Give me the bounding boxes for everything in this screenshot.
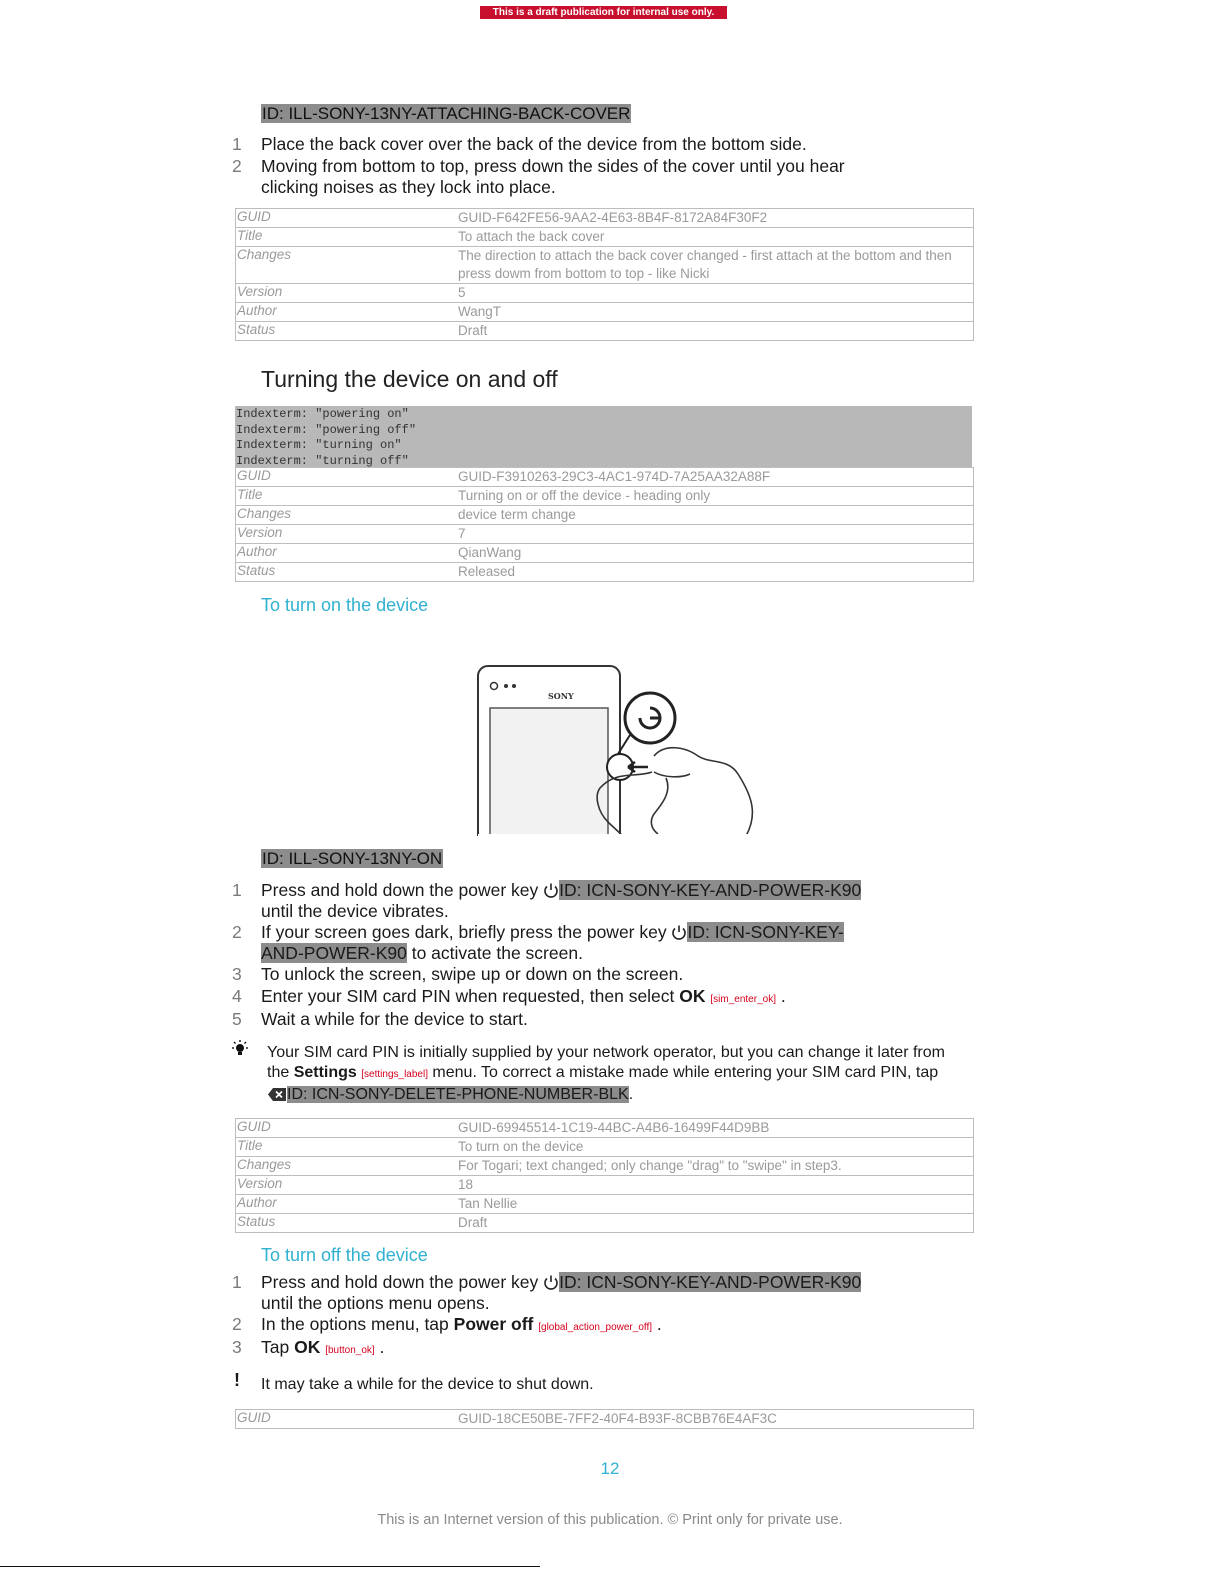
page-number: 12: [600, 1459, 620, 1478]
power-key-icon: [543, 882, 559, 898]
tip-note: Your SIM card PIN is initially supplied by your network operator, but you can change it later from the Settings [settings_label] menu. To correct a mistake made while entering your SIM card PIN, tap ID: ICN-SONY-DELETE-PHONE-NUMBER-BLK.: [267, 1044, 945, 1103]
bottom-divider: [0, 1566, 540, 1567]
power-key-icon: [671, 924, 687, 940]
subheading-turn-off: To turn off the device: [261, 1245, 428, 1265]
subheading-turn-on: To turn on the device: [261, 595, 429, 615]
metadata-table: GUID GUID-18CE50BE-7FF2-40F4-B93F-8CBB76E4AF3C: [235, 1409, 974, 1429]
metadata-table: GUID GUID-F3910263-29C3-4AC1-974D-7A25AA32A88F Title Turning on or off the device - heading only Changes device term change Version 7 Author QianWang Status Released: [235, 467, 974, 582]
power-key-icon: [543, 1274, 559, 1290]
phone-power-illustration: [470, 660, 770, 836]
illustration-id-back-cover: ID: ILL-SONY-13NY-ATTACHING-BACK-COVER: [262, 104, 631, 123]
list-item: 2 If your screen goes dark, briefly press the power key ID: ICN-SONY-KEY- AND-POWER-K90 to activate the screen.: [232, 922, 844, 963]
metadata-table: GUID GUID-F642FE56-9AA2-4E63-8B4F-8172A84F30F2 Title To attach the back cover Changes The direction to attach the back cover changed - first attach at the bottom and then press dowm from bottom to top - like Nicki Version 5 Author WangT Status Draft: [235, 208, 974, 341]
sony-logo: SONY: [548, 691, 574, 701]
metadata-table: GUID GUID-69945514-1C19-44BC-A4B6-16499F44D9BB Title To turn on the device Changes For Togari; text changed; only change "drag" to "swipe" in step3. Version 18 Author Tan Nellie Status Draft: [235, 1118, 974, 1233]
delete-phone-number-icon: [267, 1087, 287, 1102]
footer-notice: This is an Internet version of this publication. © Print only for private use.: [377, 1512, 843, 1528]
list-item: 2 Moving from bottom to top, press down the sides of the cover until you hear clicking noises as they lock into place.: [232, 156, 845, 197]
exclamation-icon: !: [234, 1370, 240, 1390]
illustration-id-on: ID: ILL-SONY-13NY-ON: [262, 849, 443, 868]
indexterm-block: Indexterm: "powering on" Indexterm: "powering off" Indexterm: "turning on" Indexterm: "turning off": [235, 406, 972, 468]
draft-banner: This is a draft publication for internal use only.: [480, 6, 727, 19]
list-item: 1 Press and hold down the power key ID: ICN-SONY-KEY-AND-POWER-K90 until the device vibrates.: [232, 880, 862, 921]
tip-lightbulb-icon: [231, 1040, 249, 1058]
list-item: 1 Press and hold down the power key ID: ICN-SONY-KEY-AND-POWER-K90 until the options menu opens.: [232, 1272, 862, 1313]
section-heading: Turning the device on and off: [261, 366, 558, 392]
warning-note: It may take a while for the device to shut down.: [261, 1376, 594, 1393]
